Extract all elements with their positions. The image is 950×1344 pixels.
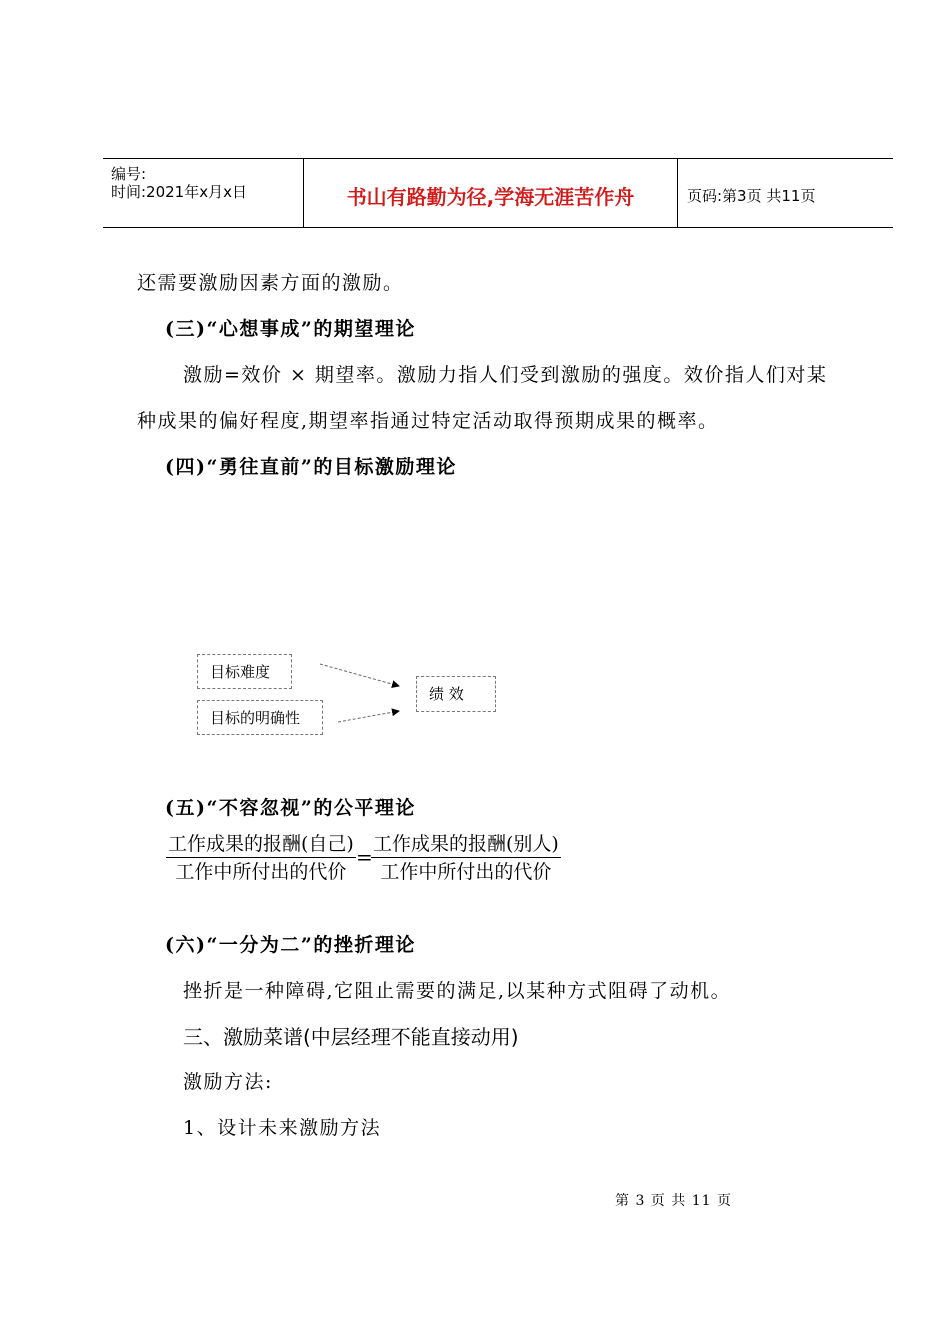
formula-right-fraction: [371, 831, 561, 886]
formula-left-fraction: [166, 831, 356, 886]
heading-frustration-theory: (六)“一分为二”的挫折理论: [165, 934, 416, 956]
formula-right-denominator: 工作中所付出的代价: [380, 861, 552, 883]
arrow-clarity-to-performance: [338, 711, 399, 722]
formula-equals: =: [356, 845, 373, 869]
heading-expectancy-theory: (三)“心想事成”的期望理论: [165, 318, 416, 340]
formula-right-numerator: 工作成果的报酬(别人): [371, 831, 561, 858]
expectancy-paragraph-line1: 激励=效价 × 期望率。激励力指人们受到激励的强度。效价指人们对某: [183, 364, 828, 386]
arrow-difficulty-to-performance: [320, 664, 399, 686]
heading-goal-theory: (四)“勇往直前”的目标激励理论: [165, 456, 457, 478]
continued-paragraph: 还需要激励因素方面的激励。: [137, 272, 404, 294]
method-item-1: 1、设计未来激励方法: [183, 1117, 382, 1139]
heading-equity-theory: (五)“不容忽视”的公平理论: [165, 797, 416, 819]
doc-date: 时间:2021年x月x日: [111, 183, 247, 201]
page-footer: 第 3 页 共 11 页: [615, 1193, 732, 1209]
performance-label: 绩 效: [429, 685, 464, 703]
doc-code-label: 编号:: [111, 165, 147, 183]
header-motto: 书山有路勤为径,学海无涯苦作舟: [346, 185, 635, 209]
section-three-heading: 三、激励菜谱(中层经理不能直接动用): [183, 1025, 519, 1049]
goal-clarity-label: 目标的明确性: [210, 709, 301, 727]
frustration-paragraph: 挫折是一种障碍,它阻止需要的满足,以某种方式阻碍了动机。: [183, 980, 732, 1002]
formula-left-numerator: 工作成果的报酬(自己): [166, 831, 356, 858]
formula-left-denominator: 工作中所付出的代价: [175, 861, 347, 883]
goal-difficulty-label: 目标难度: [210, 663, 271, 681]
header-page-info: 页码:第3页 共11页: [687, 187, 816, 205]
expectancy-paragraph-line2: 种成果的偏好程度,期望率指通过特定活动取得预期成果的概率。: [137, 410, 719, 432]
methods-label: 激励方法:: [183, 1071, 273, 1093]
